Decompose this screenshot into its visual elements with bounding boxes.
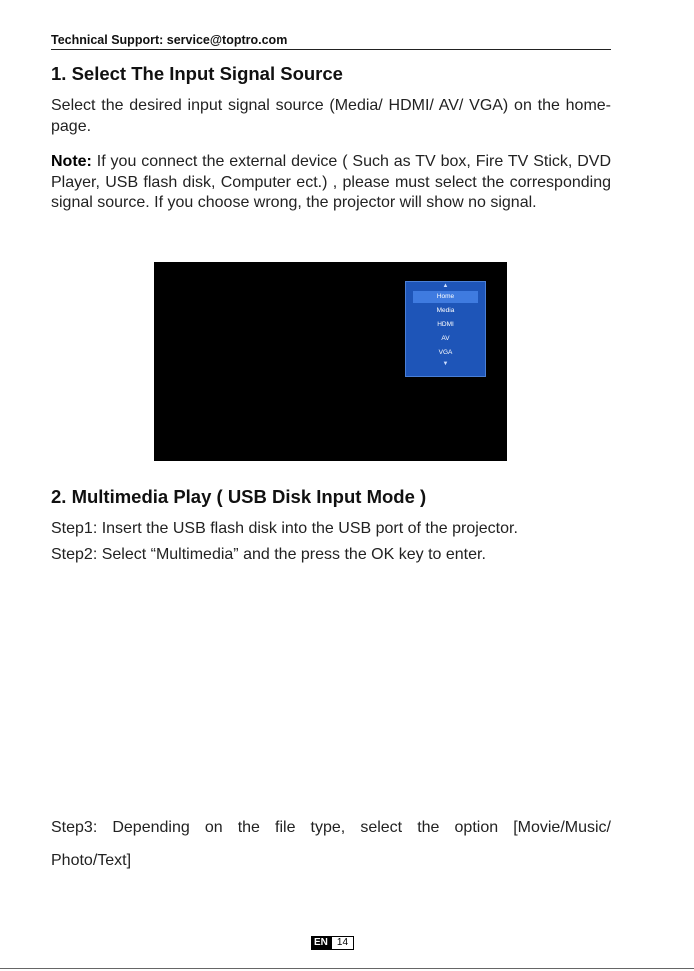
section1-intro: Select the desired input signal source (Media/ HDMI/ AV/ VGA) on the home-page. bbox=[51, 97, 611, 135]
page-number: 14 bbox=[331, 936, 354, 950]
bottom-divider bbox=[0, 968, 694, 969]
up-arrow-icon: ▲ bbox=[442, 283, 449, 289]
header-divider bbox=[51, 49, 611, 50]
note-label: Note: bbox=[51, 153, 92, 170]
source-menu bbox=[405, 281, 486, 377]
menu-item-hdmi: HDMI bbox=[437, 321, 454, 328]
support-header: Technical Support: service@toptro.com bbox=[51, 33, 288, 47]
page-footer bbox=[311, 936, 354, 950]
step3-text-line1: Step3: Depending on the file type, select the option [Movie/Music/ bbox=[51, 819, 611, 836]
step1-text: Step1: Insert the USB flash disk into the USB port of the projector. bbox=[51, 520, 518, 537]
menu-item-media: Media bbox=[436, 307, 455, 314]
menu-item-home: Home bbox=[413, 291, 478, 303]
menu-item-av: AV bbox=[441, 335, 450, 342]
step3-text-line2: Photo/Text] bbox=[51, 852, 132, 869]
section1-heading: 1. Select The Input Signal Source bbox=[51, 63, 343, 84]
projector-screen-image bbox=[154, 262, 507, 461]
menu-item-vga: VGA bbox=[438, 349, 453, 356]
note-paragraph bbox=[51, 152, 611, 214]
note-text: If you connect the external device ( Such as TV box, Fire TV Stick, DVD Player, USB flash disk, Computer ect.) , please must select the corresponding signal source. If you choose wrong, the projector will show no signal. bbox=[51, 153, 611, 211]
language-badge: EN bbox=[311, 936, 331, 950]
step2-text: Step2: Select “Multimedia” and the press the OK key to enter. bbox=[51, 546, 486, 563]
section2-heading: 2. Multimedia Play ( USB Disk Input Mode ) bbox=[51, 486, 427, 507]
down-arrow-icon: ▼ bbox=[442, 361, 449, 367]
